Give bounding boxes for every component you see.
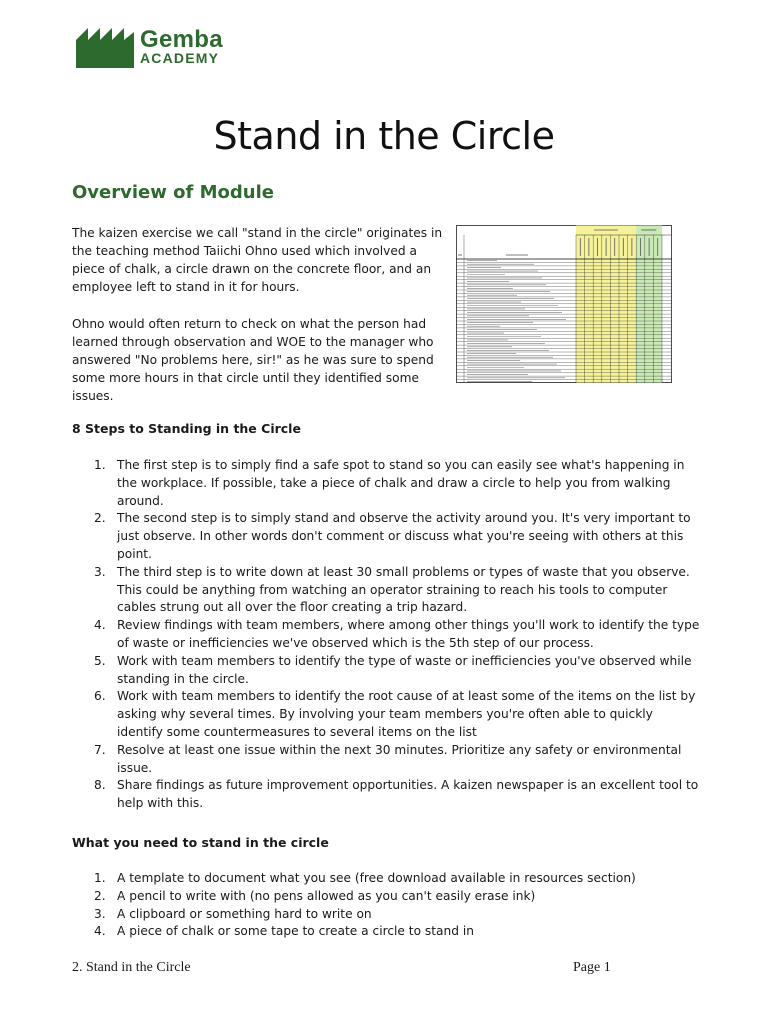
list-item: 4. Review findings with team members, where among other things you'll work to identify the type of waste or inefficiencies we've observed which is the 5th step of our process.: [94, 618, 700, 650]
list-item: 3. The third step is to write down at least 30 small problems or types of waste that you observe. This could be anything from watching an operator straining to reach his tools to computer cables strung out all over the floor creating a trip hazard.: [94, 564, 690, 615]
footer-section-title: 2. Stand in the Circle: [72, 960, 191, 975]
gemba-academy-logo: [76, 28, 246, 68]
list-item: 3. A clipboard or something hard to write on: [94, 906, 372, 921]
list-item: 5. Work with team members to identify the type of waste or inefficiencies you've observed while standing in the circle.: [94, 653, 692, 686]
spreadsheet-thumbnail: [456, 225, 672, 383]
list-item: 2. The second step is to simply stand and observe the activity around you. It's very important to just observe. In other words don't comment or discuss what you're seeing with others at this point.: [94, 511, 691, 561]
logo-text-academy: ACADEMY: [140, 50, 220, 66]
list-item: 2. A pencil to write with (no pens allowed as you can't easily erase ink): [94, 888, 536, 903]
list-item: 4. A piece of chalk or some tape to create a circle to stand in: [94, 924, 474, 939]
list-item: 1. The first step is to simply find a safe spot to stand so you can easily see what's happening in the workplace. If possible, take a piece of chalk and draw a circle to help you from walking around.: [94, 458, 685, 508]
steps-heading: 8 Steps to Standing in the Circle: [72, 421, 301, 436]
list-item: 8. Share findings as future improvement opportunities. A kaizen newspaper is an excellent tool to help with this.: [94, 778, 699, 811]
factory-logo-icon: [76, 28, 138, 68]
logo-text-gemba: Gemba: [140, 26, 223, 53]
needs-heading: What you need to stand in the circle: [72, 835, 329, 850]
needs-list: [72, 870, 702, 941]
overview-paragraph-2: Ohno would often return to check on what the person had learned through observation and WOE to the manager who answered "No problems here, sir!" as he was sure to spend some more hours in that circle until they identified some issues.: [72, 317, 434, 403]
overview-heading: Overview of Module: [72, 182, 274, 203]
list-item: 7. Resolve at least one issue within the next 30 minutes. Prioritize any safety or environmental issue.: [94, 742, 682, 775]
list-item: 1. A template to document what you see (free download available in resources section): [94, 871, 636, 885]
steps-list: [72, 457, 702, 813]
overview-paragraph-1: The kaizen exercise we call "stand in the circle" originates in the teaching method Taiichi Ohno used which involved a piece of chalk, a circle drawn on the concrete floor, and an employee left to stand in it for hours.: [72, 226, 443, 294]
footer-page-number: Page 1: [573, 960, 611, 975]
page-title: Stand in the Circle: [213, 114, 555, 158]
list-item: 6. Work with team members to identify the root cause of at least some of the items on the list by asking why several times. By involving your team members you're often able to quickly identify some countermeasures to several items on the list: [94, 689, 696, 739]
